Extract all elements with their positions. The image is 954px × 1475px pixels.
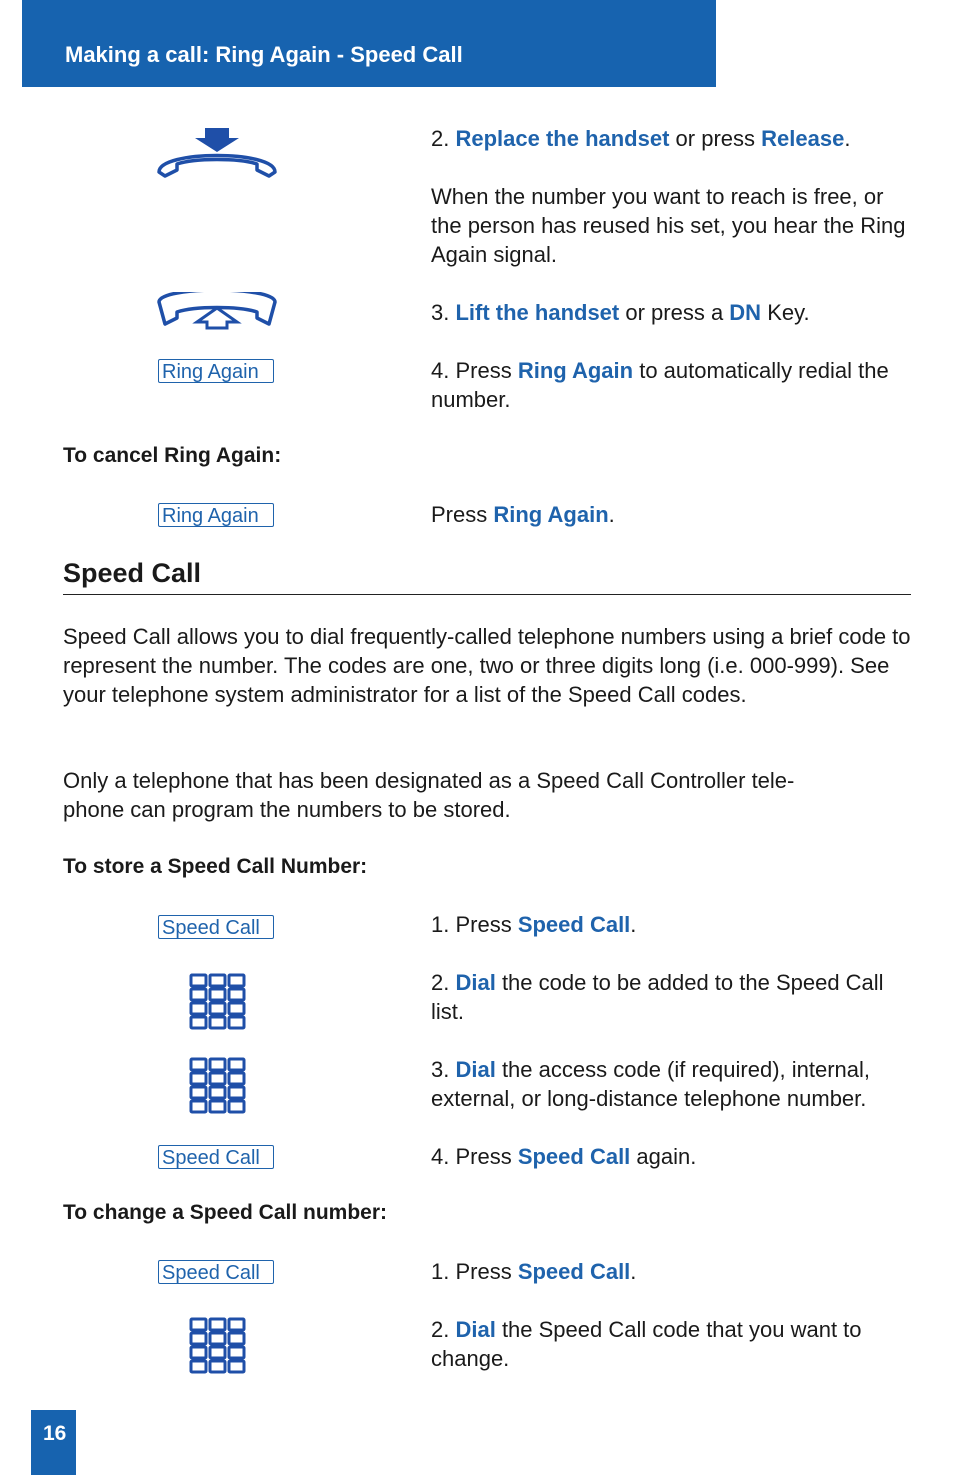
step-lift-handset: 3. Lift the handset or press a DN Key. bbox=[431, 300, 810, 325]
speed-call-intro: Speed Call allows you to dial frequently-called telephone numbers using a brief code to represent the number. The codes are one, two or three digits long (i.e. 000-999). See your telephone system administrator for a list of the Speed Call codes. bbox=[63, 624, 911, 707]
step-press-ring-again: 4. Press Ring Again to automatically redial the number. bbox=[431, 358, 889, 412]
change-step-1: 1. Press Speed Call. bbox=[431, 1259, 637, 1284]
ring-again-signal-note: When the number you want to reach is free, or the person has reused his set, you hear the Ring Again signal. bbox=[431, 184, 906, 267]
page-number: 16 bbox=[43, 1422, 67, 1445]
store-step-1: 1. Press Speed Call. bbox=[431, 912, 637, 937]
change-step-2: 2. Dial the Speed Call code that you want to change. bbox=[431, 1317, 862, 1371]
page-header-title: Making a call: Ring Again - Speed Call bbox=[65, 42, 463, 67]
store-speed-call-heading: To store a Speed Call Number: bbox=[63, 855, 368, 878]
handset-down-icon bbox=[155, 124, 279, 180]
change-speed-call-heading: To change a Speed Call number: bbox=[63, 1201, 388, 1224]
store-step-4: 4. Press Speed Call again. bbox=[431, 1144, 697, 1169]
ring-again-key: Ring Again bbox=[158, 503, 274, 527]
speed-call-key: Speed Call bbox=[158, 915, 274, 939]
step-replace-handset: 2. Replace the handset or press Release. bbox=[431, 126, 851, 151]
cancel-ring-again-heading: To cancel Ring Again: bbox=[63, 444, 282, 467]
ring-again-key: Ring Again bbox=[158, 359, 274, 383]
speed-call-key: Speed Call bbox=[158, 1260, 274, 1284]
page-number-box bbox=[31, 1410, 76, 1475]
store-step-3: 3. Dial the access code (if required), internal, external, or long-distance telephone number. bbox=[431, 1057, 871, 1111]
store-step-2: 2. Dial the code to be added to the Speed Call list. bbox=[431, 970, 884, 1024]
section-divider bbox=[63, 594, 911, 595]
speed-call-controller-note: Only a telephone that has been designated as a Speed Call Controller tele- phone can program the numbers to be stored. bbox=[63, 768, 795, 822]
keypad-icon bbox=[188, 973, 246, 1031]
keypad-icon bbox=[188, 1057, 246, 1115]
speed-call-section-title: Speed Call bbox=[63, 558, 202, 588]
step-cancel-ring-again: Press Ring Again. bbox=[431, 502, 615, 527]
keypad-icon bbox=[188, 1317, 246, 1375]
handset-up-icon bbox=[155, 292, 279, 332]
header-bar bbox=[22, 0, 716, 87]
speed-call-key: Speed Call bbox=[158, 1145, 274, 1169]
